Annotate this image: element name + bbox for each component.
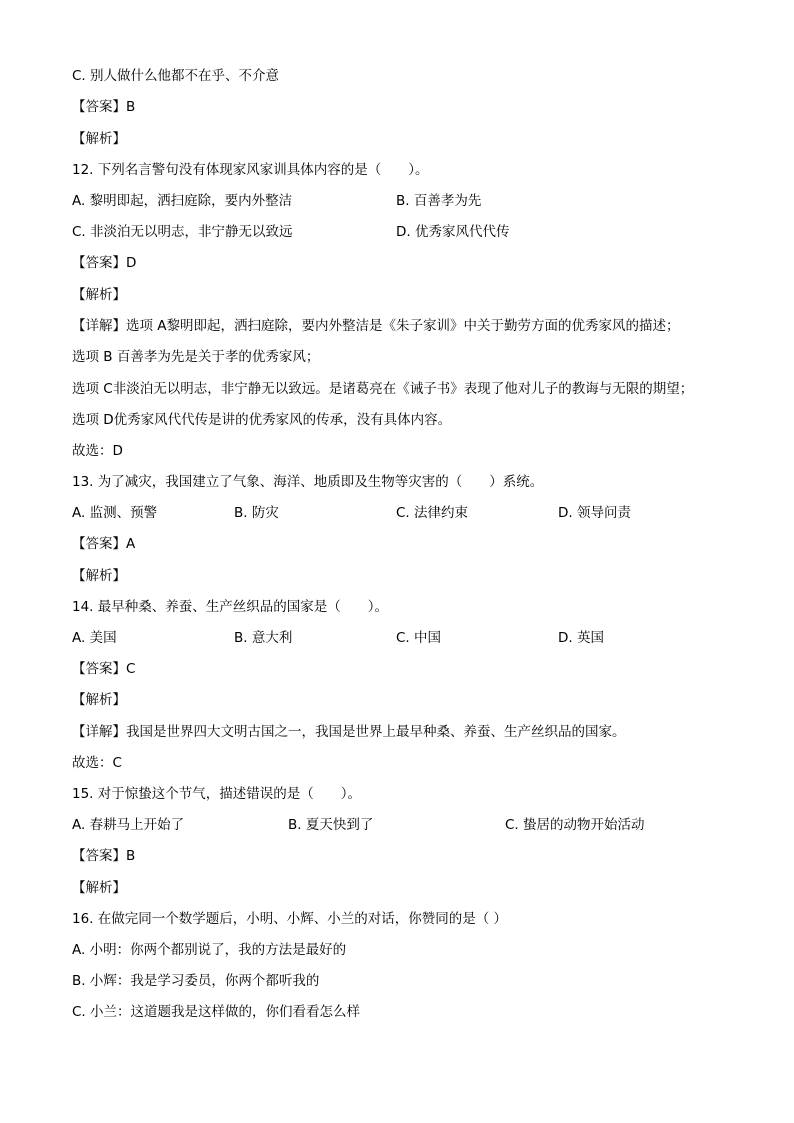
- q13-option-a: A. 监测、预警: [72, 505, 158, 521]
- q11-analysis: 【解析】: [72, 131, 126, 147]
- q12-answer: 【答案】D: [72, 255, 137, 271]
- q11-answer: 【答案】B: [72, 99, 136, 115]
- q16-question: 16. 在做完同一个数学题后，小明、小辉、小兰的对话，你赞同的是（ ）: [72, 911, 508, 927]
- q14-choice: 故选：C: [72, 755, 122, 771]
- q15-option-c: C. 蛰居的动物开始活动: [505, 817, 645, 833]
- q14-option-c: C. 中国: [396, 630, 442, 646]
- q12-option-a: A. 黎明即起，洒扫庭除，要内外整洁: [72, 193, 293, 209]
- q15-analysis: 【解析】: [72, 880, 126, 896]
- q14-detail: 【详解】我国是世界四大文明古国之一，我国是世界上最早种桑、养蚕、生产丝织品的国家。: [72, 724, 626, 740]
- q16-option-a: A. 小明：你两个都别说了，我的方法是最好的: [72, 942, 347, 958]
- q14-option-a: A. 美国: [72, 630, 117, 646]
- q12-detail-4: 选项 D优秀家风代代传是讲的优秀家风的传承，没有具体内容。: [72, 412, 452, 428]
- q13-option-b: B. 防灾: [234, 505, 279, 521]
- q14-option-d: D. 英国: [558, 630, 604, 646]
- q16-option-b: B. 小辉：我是学习委员，你两个都听我的: [72, 973, 320, 989]
- q12-option-b: B. 百善孝为先: [396, 193, 482, 209]
- q12-choice: 故选：D: [72, 443, 123, 459]
- q14-question: 14. 最早种桑、养蚕、生产丝织品的国家是（ ）。: [72, 599, 389, 615]
- q14-analysis: 【解析】: [72, 692, 126, 708]
- q11-option-c: C. 别人做什么他都不在乎、不介意: [72, 68, 280, 84]
- q12-detail-2: 选项 B 百善孝为先是关于孝的优秀家风；: [72, 349, 320, 365]
- q12-detail-3: 选项 C非淡泊无以明志，非宁静无以致远。是诸葛亮在《诫子书》表现了他对儿子的教诲与无限的期望；: [72, 381, 694, 397]
- q13-answer: 【答案】A: [72, 536, 136, 552]
- q15-option-b: B. 夏天快到了: [288, 817, 374, 833]
- q15-option-a: A. 春耕马上开始了: [72, 817, 185, 833]
- q16-option-c: C. 小兰：这道题我是这样做的，你们看看怎么样: [72, 1004, 361, 1020]
- q12-option-d: D. 优秀家风代代传: [396, 224, 510, 240]
- q13-option-c: C. 法律约束: [396, 505, 469, 521]
- q12-question: 12. 下列名言警句没有体现家风家训具体内容的是（ ）。: [72, 162, 429, 178]
- q13-analysis: 【解析】: [72, 568, 126, 584]
- q12-analysis: 【解析】: [72, 287, 126, 303]
- q13-option-d: D. 领导问责: [558, 505, 631, 521]
- q14-option-b: B. 意大利: [234, 630, 293, 646]
- q15-answer: 【答案】B: [72, 848, 136, 864]
- q12-option-c: C. 非淡泊无以明志，非宁静无以致远: [72, 224, 293, 240]
- q13-question: 13. 为了减灾，我国建立了气象、海洋、地质即及生物等灾害的（ ）系统。: [72, 474, 544, 490]
- q14-answer: 【答案】C: [72, 661, 136, 677]
- q15-question: 15. 对于惊蛰这个节气，描述错误的是（ ）。: [72, 786, 362, 802]
- q12-detail-1: 【详解】选项 A黎明即起，洒扫庭除，要内外整洁是《朱子家训》中关于勤劳方面的优秀家风的描述；: [72, 318, 680, 334]
